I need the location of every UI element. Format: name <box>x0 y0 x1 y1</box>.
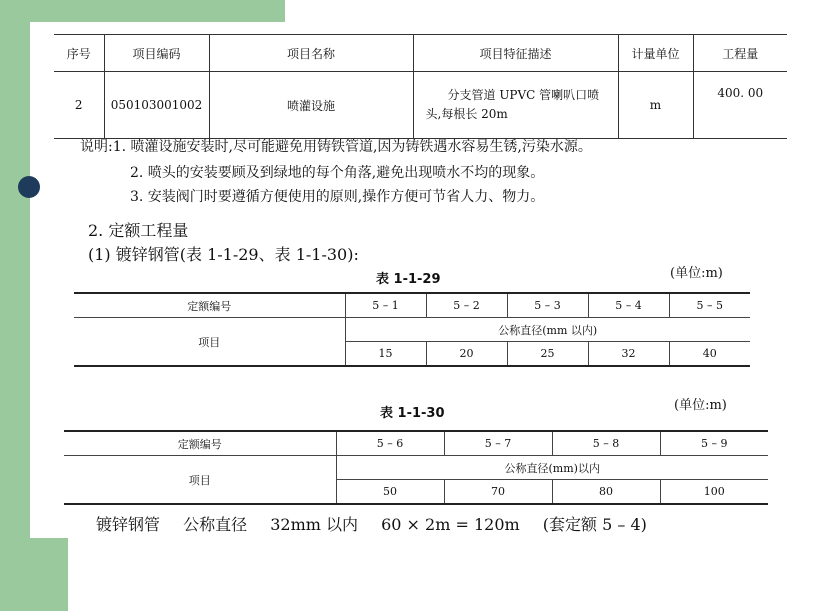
section-title: 2. 定额工程量 <box>88 221 189 240</box>
result-line <box>96 512 665 535</box>
header-description: 项目特征描述 <box>413 35 618 72</box>
note-line-1: 说明:1. 喷灌设施安装时,尽可能避免用铸铁管道,因为铸铁遇水容易生锈,污染水源。 <box>80 139 592 155</box>
header-unit: 计量单位 <box>618 35 693 72</box>
quota-code: 5 – 2 <box>426 293 507 318</box>
quota-group-header: 公称直径(mm)以内 <box>336 456 768 480</box>
quota-table-1-1-30 <box>64 430 768 505</box>
quota-diameter: 32 <box>588 342 669 367</box>
cell-quantity: 400. 00 <box>693 72 787 139</box>
quota-diameter: 70 <box>444 480 552 505</box>
quota-code: 5 – 6 <box>336 431 444 456</box>
result-label: 公称直径 <box>183 515 248 534</box>
quota-code: 5 – 8 <box>552 431 660 456</box>
result-diameter: 32mm 以内 <box>270 515 359 534</box>
header-quantity: 工程量 <box>693 35 787 72</box>
quota-diameter: 20 <box>426 342 507 367</box>
cell-description <box>413 72 618 139</box>
description-line-1: 分支管道 UPVC 管喇叭口喷 <box>447 88 600 102</box>
quota-diameter: 80 <box>552 480 660 505</box>
quota-diameter: 40 <box>669 342 750 367</box>
quota-code: 5 – 4 <box>588 293 669 318</box>
quota-group-header: 公称直径(mm 以内) <box>345 318 750 342</box>
header-name: 项目名称 <box>209 35 413 72</box>
frame-top-band <box>0 0 285 22</box>
cell-name: 喷灌设施 <box>209 72 413 139</box>
quota-code-label: 定额编号 <box>74 293 345 318</box>
note-line-3: 3. 安装阀门时要遵循方便使用的原则,操作方便可节省人力、物力。 <box>130 189 545 205</box>
table-row <box>54 72 787 139</box>
quota-diameter: 15 <box>345 342 426 367</box>
table-1-1-30-caption: 表 1-1-30 <box>380 406 445 421</box>
table-1-1-29-caption: 表 1-1-29 <box>376 272 441 287</box>
note-line-2: 2. 喷头的安装要顾及到绿地的每个角落,避免出现喷水不均的现象。 <box>130 165 545 181</box>
cell-unit: m <box>618 72 693 139</box>
quota-diameter: 50 <box>336 480 444 505</box>
quota-code-label: 定额编号 <box>64 431 336 456</box>
quota-code: 5 – 3 <box>507 293 588 318</box>
frame-left-band <box>0 0 30 611</box>
header-index: 序号 <box>54 35 104 72</box>
table-1-1-30-unit: (单位:m) <box>674 398 727 413</box>
result-item: 镀锌钢管 <box>96 515 161 534</box>
quota-code: 5 – 1 <box>345 293 426 318</box>
result-formula: 60 × 2m = 120m <box>381 515 520 534</box>
cell-index: 2 <box>54 72 104 139</box>
quota-item-label: 项目 <box>64 456 336 505</box>
header-code: 项目编码 <box>104 35 209 72</box>
cell-code: 050103001002 <box>104 72 209 139</box>
slide-bullet-dot <box>18 176 40 198</box>
table-header-row <box>54 35 787 72</box>
quota-item-label: 项目 <box>74 318 345 367</box>
quota-code: 5 – 9 <box>660 431 768 456</box>
section-subtitle: (1) 镀锌钢管(表 1-1-29、表 1-1-30): <box>88 245 359 264</box>
quota-diameter: 100 <box>660 480 768 505</box>
quota-code: 5 – 7 <box>444 431 552 456</box>
table-1-1-29-unit: (单位:m) <box>670 266 723 281</box>
quota-code: 5 – 5 <box>669 293 750 318</box>
quota-diameter: 25 <box>507 342 588 367</box>
result-quota: (套定额 5 – 4) <box>542 515 647 534</box>
quota-table-1-1-29 <box>74 292 750 367</box>
frame-bottom-block <box>0 538 68 611</box>
document-page <box>30 22 800 538</box>
bill-of-quantities-table <box>54 34 787 139</box>
description-line-2: 头,每根长 20m <box>425 107 508 121</box>
